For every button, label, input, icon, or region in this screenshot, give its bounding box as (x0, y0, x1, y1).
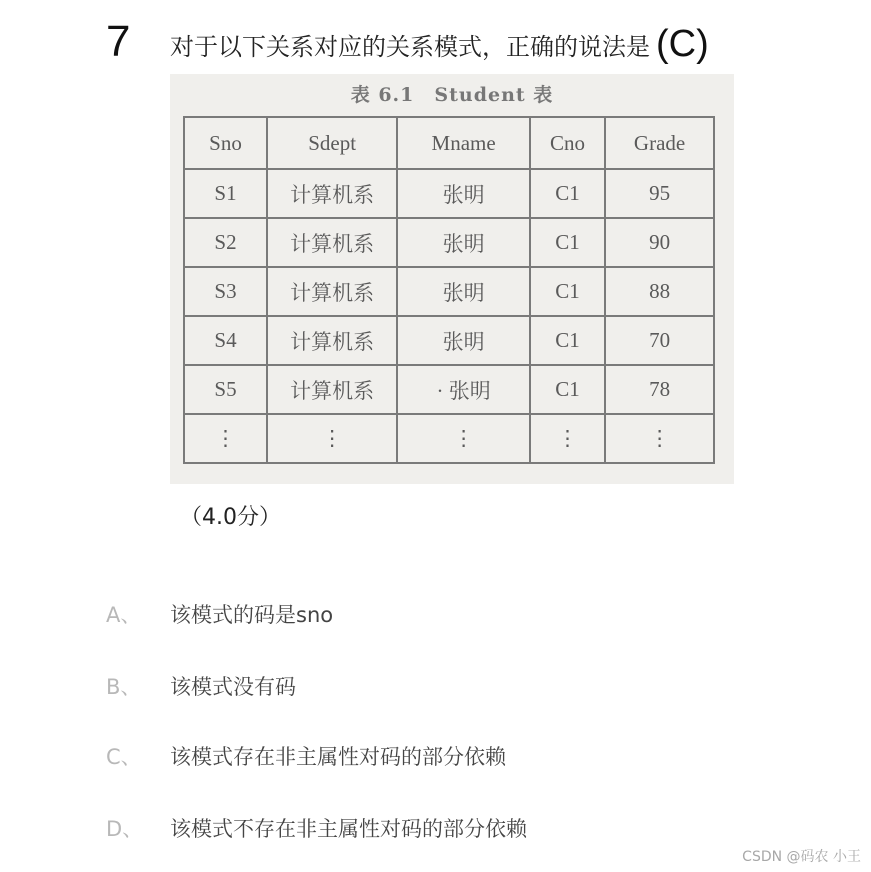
option-letter: A、 (106, 603, 142, 627)
cell-ellipsis: ⋮ (267, 414, 397, 463)
cell-mname: 张明 (397, 169, 530, 218)
table-row (184, 267, 714, 316)
cell-grade: 78 (605, 365, 714, 414)
cell-grade: 88 (605, 267, 714, 316)
student-table (183, 116, 715, 464)
table-row (184, 169, 714, 218)
cell-sdept: 计算机系 (267, 316, 397, 365)
table-header-row (184, 117, 714, 169)
table-row (184, 365, 714, 414)
cell-mname: · 张明 (397, 365, 530, 414)
option-letter: B、 (106, 675, 142, 699)
table-row (184, 316, 714, 365)
table-row-ellipsis (184, 414, 714, 463)
cell-ellipsis: ⋮ (397, 414, 530, 463)
option-letter: C、 (106, 745, 142, 769)
cell-mname: 张明 (397, 316, 530, 365)
cell-grade: 90 (605, 218, 714, 267)
cell-grade: 95 (605, 169, 714, 218)
table-figure (170, 74, 734, 484)
column-header-sno: Sno (184, 117, 267, 169)
question-stem (170, 22, 709, 66)
table-row (184, 218, 714, 267)
watermark: CSDN @码农 小王 (742, 849, 861, 865)
cell-sdept: 计算机系 (267, 169, 397, 218)
option-a[interactable] (106, 598, 333, 630)
cell-sno: S4 (184, 316, 267, 365)
cell-ellipsis: ⋮ (184, 414, 267, 463)
option-text: 该模式不存在非主属性对码的部分依赖 (170, 817, 527, 841)
question-answer: (C) (656, 22, 709, 65)
option-text: 该模式没有码 (170, 675, 296, 699)
cell-mname: 张明 (397, 218, 530, 267)
question-score: （4.0分） (180, 505, 281, 530)
cell-mname: 张明 (397, 267, 530, 316)
cell-sno: S3 (184, 267, 267, 316)
cell-ellipsis: ⋮ (530, 414, 605, 463)
option-d[interactable] (106, 812, 527, 844)
question-stem-text: 对于以下关系对应的关系模式，正确的说法是 (170, 32, 650, 61)
option-text: 该模式存在非主属性对码的部分依赖 (170, 745, 506, 769)
column-header-cno: Cno (530, 117, 605, 169)
question-number: 7 (106, 17, 131, 66)
table-caption: 表 6.1 Student 表 (350, 84, 554, 106)
option-b[interactable] (106, 670, 296, 702)
cell-sno: S1 (184, 169, 267, 218)
column-header-sdept: Sdept (267, 117, 397, 169)
option-text: 该模式的码是sno (170, 603, 334, 627)
cell-cno: C1 (530, 169, 605, 218)
cell-sdept: 计算机系 (267, 267, 397, 316)
cell-cno: C1 (530, 316, 605, 365)
cell-grade: 70 (605, 316, 714, 365)
column-header-grade: Grade (605, 117, 714, 169)
cell-cno: C1 (530, 365, 605, 414)
cell-sno: S5 (184, 365, 267, 414)
cell-cno: C1 (530, 218, 605, 267)
cell-ellipsis: ⋮ (605, 414, 714, 463)
column-header-mname: Mname (397, 117, 530, 169)
cell-cno: C1 (530, 267, 605, 316)
cell-sdept: 计算机系 (267, 365, 397, 414)
option-c[interactable] (106, 740, 506, 772)
cell-sdept: 计算机系 (267, 218, 397, 267)
cell-sno: S2 (184, 218, 267, 267)
option-letter: D、 (106, 817, 144, 841)
